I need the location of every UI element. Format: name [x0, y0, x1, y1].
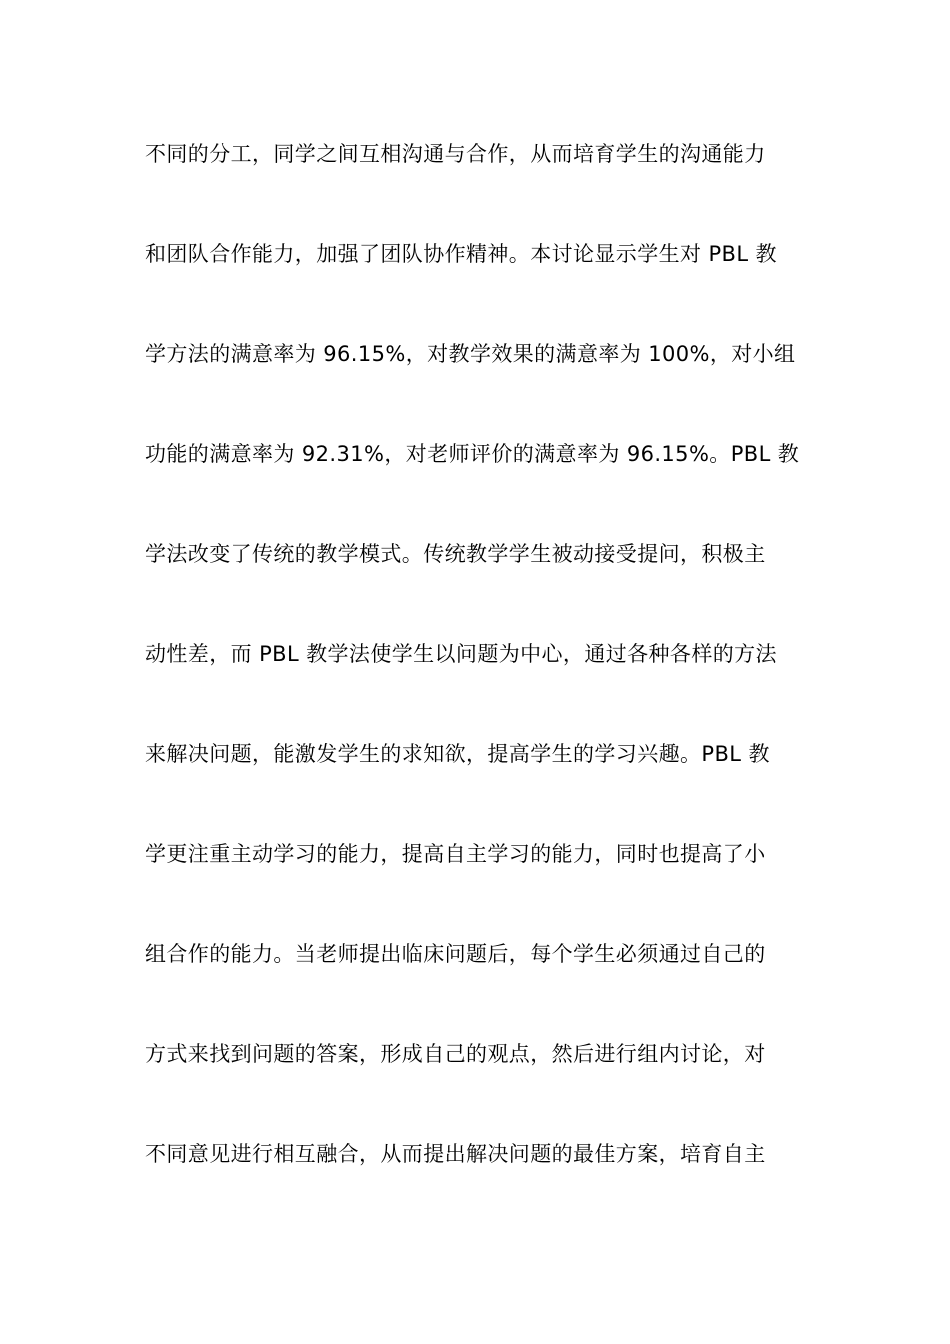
text-line: 学法改变了传统的教学模式。传统教学学生被动接受提问，积极主 [145, 542, 766, 566]
text-line: 和团队合作能力，加强了团队协作精神。本讨论显示学生对 PBL 教 [145, 242, 777, 266]
text-line: 学方法的满意率为 96.15%，对教学效果的满意率为 100%，对小组 [145, 342, 796, 366]
body-paragraph [145, 134, 810, 1234]
text-line: 动性差，而 PBL 教学法使学生以问题为中心，通过各种各样的方法 [145, 642, 777, 666]
text-line: 学更注重主动学习的能力，提高自主学习的能力，同时也提高了小 [145, 842, 766, 866]
text-line: 来解决问题，能激发学生的求知欲，提高学生的学习兴趣。PBL 教 [145, 742, 770, 766]
text-line: 功能的满意率为 92.31%，对老师评价的满意率为 96.15%。PBL 教 [145, 442, 800, 466]
text-line: 组合作的能力。当老师提出临床问题后，每个学生必须通过自己的 [145, 942, 766, 966]
text-line: 不同意见进行相互融合，从而提出解决问题的最佳方案，培育自主 [145, 1142, 766, 1166]
text-line: 方式来找到问题的答案，形成自己的观点，然后进行组内讨论，对 [145, 1042, 766, 1066]
text-line: 不同的分工，同学之间互相沟通与合作，从而培育学生的沟通能力 [145, 142, 766, 166]
